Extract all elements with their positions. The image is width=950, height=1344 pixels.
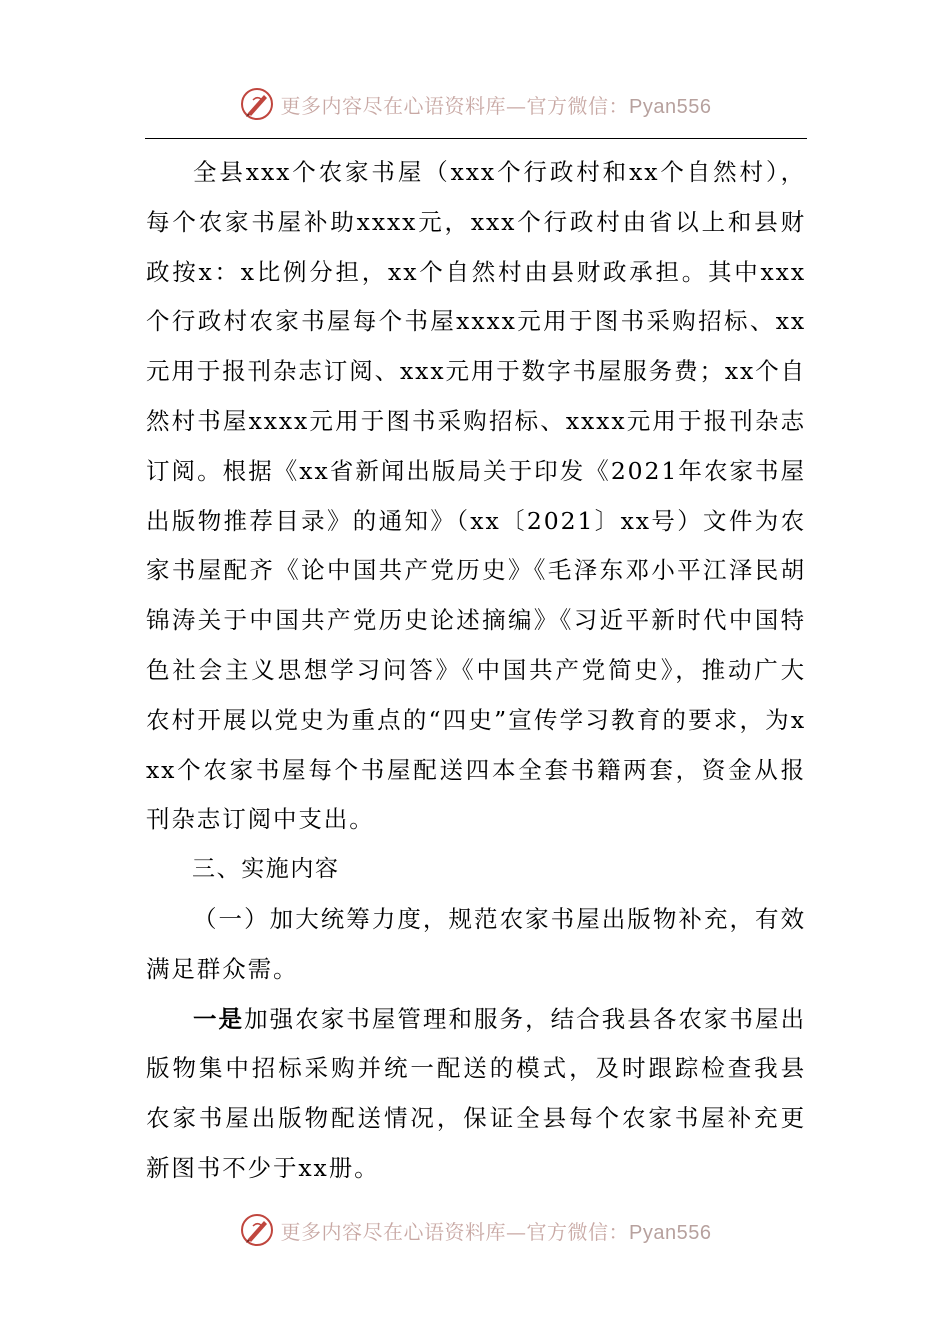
watermark-site-text: 更多内容尽在心语资料库—官方微信： [280,1219,630,1244]
watermark-site-text: 更多内容尽在心语资料库—官方微信： [280,93,630,118]
subsection-heading-1: （一）加大统筹力度，规范农家书屋出版物补充，有效满足群众需。 [146,904,806,983]
header-divider [145,138,807,139]
watermark-wechat-id: Pyan556 [629,1221,712,1244]
item-1-text: 加强农家书屋管理和服务，结合我县各农家书屋出版物集中招标采购并统一配送的模式，及时跟踪检查我县农家书屋出版物配送情况，保证全县每个农家书屋补充更新图书不少于xx册。 [146,1004,806,1182]
pen-logo-icon [239,86,275,122]
pen-logo-icon [239,1212,275,1248]
header-watermark [0,82,950,126]
paragraph-funding: 全县xxx个农家书屋（xxx个行政村和xx个自然村），每个农家书屋补助xxxx元，xxx个行政村由省以上和县财政按x：x比例分担，xx个自然村由县财政承担。其中xxx个行政村农家书屋每个书屋xxxx元用于图书采购招标、xx元用于报刊杂志订阅、xxx元用于数字书屋服务费；xx个自然村书屋xxxx元用于图书采购招标、xxxx元用于报刊杂志订阅。根据《xx省新闻出版局关于印发《2021年农家书屋出版物推荐目录》的通知》（xx〔2021〕xx号）文件为农家书屋配齐《论中国共产党历史》《毛泽东邓小平江泽民胡锦涛关于中国共产党历史论述摘编》《习近平新时代中国特色社会主义思想学习问答》《中国共产党简史》，推动广大农村开展以党史为重点的“四史”宣传学习教育的要求，为xxx个农家书屋每个书屋配送四本全套书籍两套，资金从报刊杂志订阅中支出。 [146,158,806,834]
footer-watermark [0,1208,950,1252]
watermark-wechat-id: Pyan556 [629,95,712,118]
paragraph-item-1 [146,995,806,1194]
section-heading-implementation: 三、实施内容 [192,856,340,883]
document-body [146,148,806,1194]
item-1-lead: 一是 [193,1004,245,1033]
